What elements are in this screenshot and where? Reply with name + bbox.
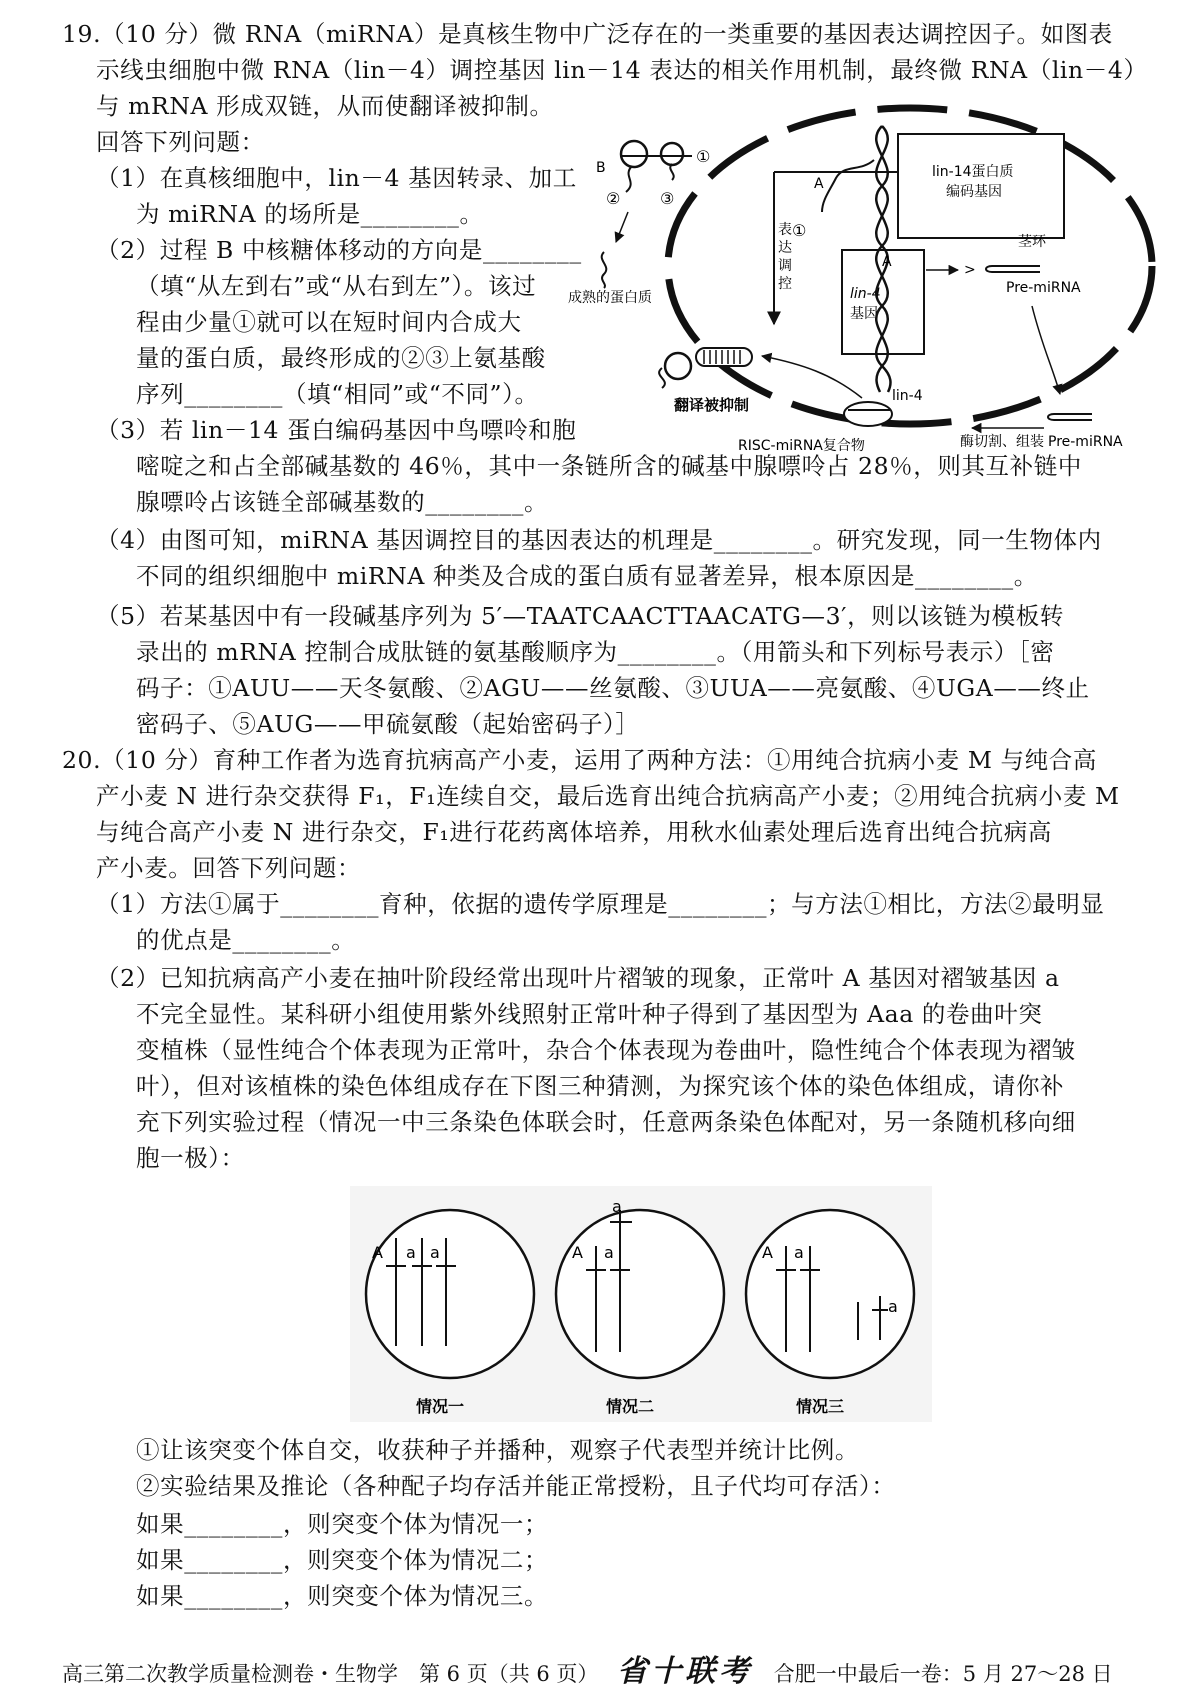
ribosome-2 xyxy=(621,141,647,167)
case3-allele-a1: a xyxy=(794,1243,804,1262)
mature-protein-shape xyxy=(602,252,607,288)
cell-case-1 xyxy=(366,1210,534,1378)
case2-allele-A: A xyxy=(572,1243,583,1262)
q20-part2-line-2: 不完全显性。某科研小组使用紫外线照射正常叶种子得到了基因型为 Aaa 的卷曲叶突 xyxy=(136,1000,1043,1028)
q19-part1-line-2: 为 miRNA 的场所是________。 xyxy=(136,200,484,228)
q20-part2-line-3: 变植株（显性纯合个体表现为正常叶，杂合个体表现为卷曲叶，隐性纯合个体表现为褶皱 xyxy=(136,1036,1076,1064)
arrow-gt: > xyxy=(964,262,976,278)
q20-stem-line-4: 产小麦。回答下列问题： xyxy=(96,854,362,882)
ribosome-3 xyxy=(661,143,683,165)
lin4-mirna-label: lin-4 xyxy=(892,388,923,404)
case2-allele-a2: a xyxy=(612,1197,622,1216)
q20-part2-line-5: 充下列实验过程（情况一中三条染色体联会时，任意两条染色体配对，另一条随机移向细 xyxy=(136,1108,1076,1136)
q20-part2-line-6: 胞一极）： xyxy=(136,1144,245,1172)
chromosome-cases-diagram xyxy=(350,1186,932,1422)
q19-part5-line-2: 录出的 mRNA 控制合成肽链的氨基酸顺序为________。（用箭头和下列标号表示）［密 xyxy=(136,638,1055,666)
case2-allele-a1: a xyxy=(604,1243,614,1262)
duplex-hatching xyxy=(704,350,740,364)
translation-inhibited-label: 翻译被抑制 xyxy=(674,396,750,414)
q20-stem-line-2: 产小麦 N 进行杂交获得 F₁，F₁连续自交，最后选育出纯合抗病高产小麦；②用纯合抗病小麦 M xyxy=(96,782,1120,810)
case1-label: 情况一 xyxy=(416,1397,465,1416)
footer-brand-logo: 省十联考 xyxy=(617,1654,754,1689)
cut-assemble-label: 酶切割、组装 xyxy=(960,434,1044,450)
lin4-label-line-1: lin-4 xyxy=(850,286,881,302)
case1-allele-a2: a xyxy=(430,1243,440,1262)
process-a-label-1: A xyxy=(814,176,824,192)
inhibited-mrna xyxy=(659,368,665,388)
risc-complex-shape xyxy=(844,402,892,426)
q19-stem-line-3: 与 mRNA 形成双链，从而使翻译被抑制。 xyxy=(96,92,554,120)
case1-allele-A: A xyxy=(372,1243,383,1262)
footer-exam-info: 高三第二次教学质量检测卷・生物学 第 6 页（共 6 页） xyxy=(62,1662,599,1686)
q20-step-2: ②实验结果及推论（各种配子均存活并能正常授粉，且子代均可存活）： xyxy=(136,1472,896,1500)
lin14-label-line-1: lin-14蛋白质 xyxy=(932,164,1014,180)
case3-label: 情况三 xyxy=(796,1397,845,1416)
lin14-label-line-2: 编码基因 xyxy=(946,184,1002,200)
polypeptide-2 xyxy=(626,166,632,192)
q19-part5-line-3: 码子：①AUU——天冬氨酸、②AGU——丝氨酸、③UUA——亮氨酸、④UGA——终止 xyxy=(136,674,1090,702)
maturation-arrow xyxy=(616,212,628,242)
mirna-mechanism-diagram xyxy=(568,116,1158,454)
mature-protein-label: 成熟的蛋白质 xyxy=(568,290,652,306)
expr-char-1: 表 xyxy=(778,222,792,238)
case1-allele-a1: a xyxy=(406,1243,416,1262)
mrna-number-1b: ① xyxy=(792,221,807,240)
lin14-mrna xyxy=(822,160,874,212)
expr-char-2: 达 xyxy=(778,240,792,256)
mrna-number-1: ① xyxy=(696,147,711,166)
case3-allele-A: A xyxy=(762,1243,773,1262)
export-arrow xyxy=(1032,306,1060,394)
q19-part2-line-3: 程由少量①就可以在短时间内合成大 xyxy=(136,308,522,336)
polypeptide-number-2: ② xyxy=(606,189,621,208)
polypeptide-3 xyxy=(670,164,673,180)
cell-case-3 xyxy=(746,1210,914,1378)
stem-loop-shape xyxy=(986,266,1040,272)
page-footer xyxy=(62,1652,1152,1692)
q20-result-3: 如果________，则突变个体为情况三。 xyxy=(136,1582,549,1610)
q19-part2-line-2: （填“从左到右”或“从右到左”）。该过 xyxy=(136,272,537,300)
q19-part1-line-1: （1）在真核细胞中，lin－4 基因转录、加工 xyxy=(96,164,577,192)
risc-to-target-arrow xyxy=(762,356,862,398)
q19-part2-line-4: 量的蛋白质，最终形成的②③上氨基酸 xyxy=(136,344,546,372)
q19-part3-line-1: （3）若 lin－14 蛋白编码基因中鸟嘌呤和胞 xyxy=(96,416,577,444)
q20-stem-line-3: 与纯合高产小麦 N 进行杂交，F₁进行花药离体培养，用秋水仙素处理后选育出纯合抗病高 xyxy=(96,818,1052,846)
q20-stem-line-1: 20.（10 分）育种工作者为选育抗病高产小麦，运用了两种方法：①用纯合抗病小麦 M 与纯合高 xyxy=(62,746,1097,774)
q19-stem-line-1: 19.（10 分）微 RNA（miRNA）是真核生物中广泛存在的一类重要的基因表达调控因子。如图表 xyxy=(62,20,1113,48)
blocked-ribosome xyxy=(665,353,691,379)
q19-stem-line-2: 示线虫细胞中微 RNA（lin－4）调控基因 lin－14 表达的相关作用机制，最终微 RNA（lin－4） xyxy=(96,56,1148,84)
q19-part5-line-4: 密码子、⑤AUG——甲硫氨酸（起始密码子）］ xyxy=(136,710,640,738)
polypeptide-number-3: ③ xyxy=(660,189,675,208)
q19-part2-line-5: 序列________（填“相同”或“不同”）。 xyxy=(136,380,539,408)
q20-part2-line-1: （2）已知抗病高产小麦在抽叶阶段经常出现叶片褶皱的现象，正常叶 A 基因对褶皱基因 a xyxy=(96,964,1060,992)
case2-label: 情况二 xyxy=(606,1397,655,1416)
q20-part1-line-2: 的优点是________。 xyxy=(136,926,356,954)
pre-mirna-label-cytoplasm: Pre-miRNA xyxy=(1048,434,1123,450)
q19-part2-line-1: （2）过程 B 中核糖体移动的方向是________ xyxy=(96,236,582,264)
q20-result-1: 如果________，则突变个体为情况一； xyxy=(136,1510,549,1538)
lin4-label-line-2: 基因 xyxy=(850,306,878,322)
pre-mirna-cytoplasm-shape xyxy=(1048,414,1092,420)
q19-part4-line-1: （4）由图可知，miRNA 基因调控目的基因表达的机理是________。研究发现，同一生物体内 xyxy=(96,526,1102,554)
process-b-label: B xyxy=(596,160,606,176)
process-a-label-2: A xyxy=(882,254,892,270)
q20-step-1: ①让该突变个体自交，收获种子并播种，观察子代表型并统计比例。 xyxy=(136,1436,859,1464)
expr-char-4: 控 xyxy=(778,276,792,292)
q20-result-2: 如果________，则突变个体为情况二； xyxy=(136,1546,549,1574)
q20-part2-line-4: 叶），但对该植株的染色体组成存在下图三种猜测，为探究该个体的染色体组成，请你补 xyxy=(136,1072,1065,1100)
q19-part5-line-1: （5）若某基因中有一段碱基序列为 5′—TAATCAACTTAACATG—3′，则以该链为模板转 xyxy=(96,602,1064,630)
case3-allele-a2: a xyxy=(888,1297,898,1316)
pre-mirna-label-nucleus: Pre-miRNA xyxy=(1006,280,1081,296)
q19-part4-line-2: 不同的组织细胞中 miRNA 种类及合成的蛋白质有显著差异，根本原因是________。 xyxy=(136,562,1038,590)
q20-part1-line-1: （1）方法①属于________育种，依据的遗传学原理是________；与方法①相比，方法②最明显 xyxy=(96,890,1105,918)
risc-label: RISC-miRNA复合物 xyxy=(738,438,865,454)
q19-answer-prompt: 回答下列问题： xyxy=(96,128,265,156)
q19-part3-line-3: 腺嘌呤占该链全部碱基数的________。 xyxy=(136,488,549,516)
stem-loop-label: 茎环 xyxy=(1018,234,1046,250)
case1-chromosomes xyxy=(386,1238,456,1346)
expr-char-3: 调 xyxy=(778,258,792,274)
footer-school-date: 合肥一中最后一卷：5 月 27～28 日 xyxy=(773,1662,1113,1686)
q19-part3-line-2: 嘧啶之和占全部碱基数的 46％，其中一条链所含的碱基中腺嘌呤占 28％，则其互补链中 xyxy=(136,452,1082,480)
cell-case-2 xyxy=(556,1210,724,1378)
